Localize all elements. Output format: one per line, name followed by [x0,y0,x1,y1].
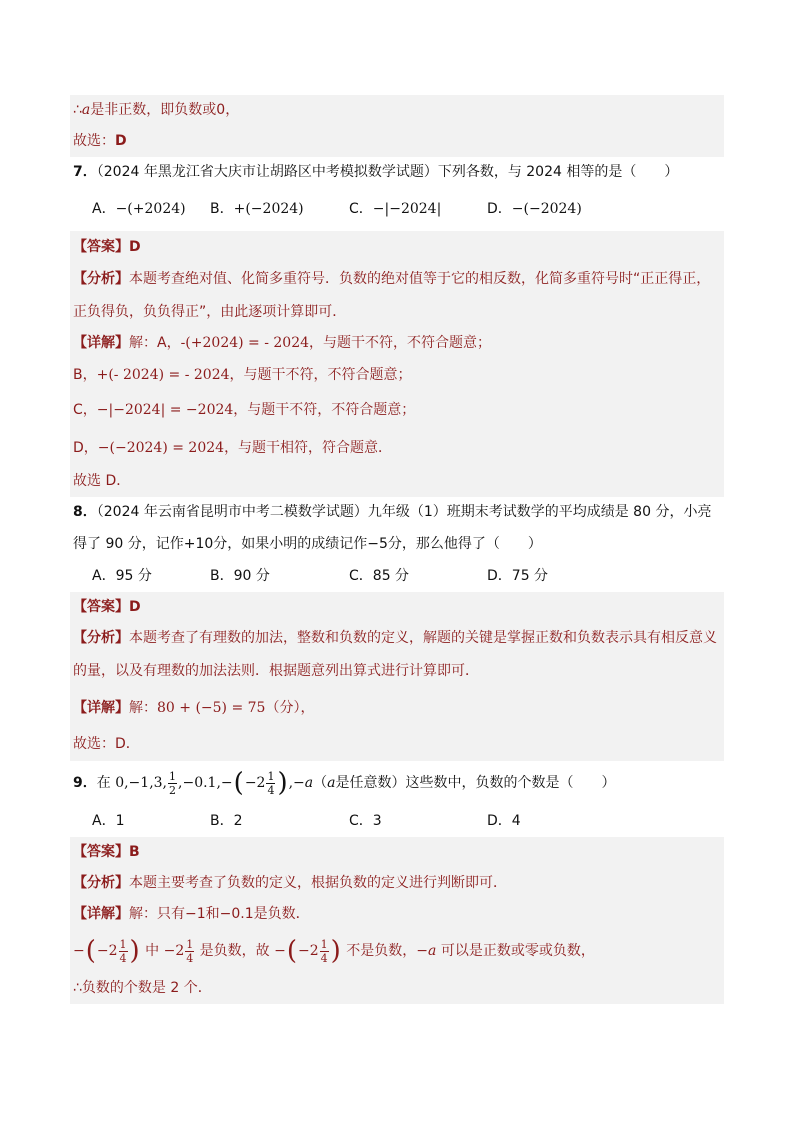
option-a [92,560,152,592]
number-list: 0,−1,3, [115,775,168,791]
conclusion-text: 故选 D． [73,473,131,489]
fraction-denominator: 4 [119,951,127,965]
option-value: +(−2024) [233,201,304,217]
detail-prefix: B， [73,367,97,383]
option-value: 75 分 [511,568,549,584]
analysis-label: 【分析】 [73,875,129,891]
variable-a: a [304,775,314,791]
question-stem: （2024 年云南省昆明市中考二模数学试题）九年级（1）班期末考试数学的平均成绩是 80 分，小亮得了 90 分，记作+10分，如果小明的成绩记作−5分，那么他得了（ ） [73,504,712,552]
option-label: B． [210,568,234,584]
detail-prefix: 解：A， [129,335,181,351]
number-list: ,− [288,775,305,791]
option-c [349,560,409,592]
fraction-one-quarter [266,770,275,797]
answer-value: D [129,599,141,615]
paren-open: ( [233,768,244,798]
option-value: −(+2024) [115,201,186,217]
options-q9 [70,805,724,837]
option-c [349,805,382,837]
mixed-number-whole: −2 [244,775,266,791]
detail-formula: 80 + (−5) = 75 [157,700,266,716]
option-label: B． [210,201,234,217]
option-label: C． [349,568,373,584]
minus-sign: − [274,943,286,959]
option-value: 95 分 [115,568,152,584]
options-q7 [70,188,724,231]
option-label: D． [487,201,512,217]
fraction-numerator: 1 [119,937,127,951]
answer-line [73,592,721,622]
detail-line [73,688,721,728]
conclusion-line [73,466,721,497]
question-stem-rest: 是任意数）这些数中，负数的个数是（ ） [335,775,616,791]
detail-line-a [73,328,721,359]
detail-text: ，与题干相符，符合题意． [224,440,393,456]
detail-prefix: C， [73,402,97,418]
analysis-text: 本题考查了有理数的加法，整数和负数的定义，解题的关键是掌握正数和负数表示具有相反意义的量，以及有理数的加法法则．根据题意列出算式进行计算即可． [73,630,717,679]
question-number: 7． [73,164,97,180]
conclusion-text: 故选：D． [73,736,140,752]
option-c [349,188,441,231]
solution-box-q6-tail [70,95,724,157]
note-open: （ [313,775,328,791]
option-a [92,805,125,837]
solution-box-q7 [70,231,724,497]
option-label: C． [349,201,373,217]
detail-text: ，与题干不符，不符合题意； [309,335,492,351]
detail-line-d [73,430,721,466]
option-b [210,560,270,592]
conclusion-line [73,126,721,157]
paren-open: ( [85,936,96,966]
option-label: A． [92,568,116,584]
question-stem-intro: 在 [96,775,116,791]
option-value: 2 [233,813,243,829]
question-7 [70,157,724,188]
option-value: 85 分 [372,568,410,584]
variable-a: a [81,102,91,118]
option-value: 1 [115,813,125,829]
option-label: B． [210,813,234,829]
detail-label: 【详解】 [73,906,129,922]
question-9 [70,761,724,805]
detail-text: 中 [140,943,164,959]
fraction-numerator: 1 [169,769,177,783]
options-q8 [70,560,724,592]
fraction-one-half [168,770,177,797]
mixed-number-whole: −2 [298,943,319,959]
page-content [70,95,724,1004]
detail-line-c [73,391,721,430]
detail-fraction-line [73,930,721,972]
answer-label: 【答案】 [73,599,129,615]
conclusion-line [73,972,721,1004]
question-8 [70,497,724,560]
detail-prefix: 解： [129,700,157,716]
conclusion-line [73,728,721,761]
variable-a: a [327,775,336,791]
answer-label: 【答案】 [73,239,129,255]
solution-text: 是非正数，即负数或0， [90,102,240,118]
fraction-denominator: 4 [186,951,194,965]
option-value: 90 分 [233,568,270,584]
option-label: C． [349,813,373,829]
mixed-number-whole: −2 [96,943,118,959]
option-label: D． [487,813,512,829]
minus-sign: − [416,943,429,959]
detail-prefix: D， [73,440,98,456]
answer-value: D [129,239,141,255]
fraction-one-quarter [119,938,128,965]
detail-line [73,899,721,930]
option-d [487,805,521,837]
detail-text: ，与题干不符，不符合题意； [229,367,412,383]
analysis-text: 本题考查绝对值、化简多重符号．负数的绝对值等于它的相反数，化简多重符号时“正正得正，正负得负，负负得正”，由此逐项计算即可． [73,271,711,320]
detail-label: 【详解】 [73,335,129,351]
option-a [92,188,186,231]
analysis-label: 【分析】 [73,271,129,287]
option-b [210,188,304,231]
option-value: −|−2024| [372,201,442,217]
option-value: 3 [372,813,382,829]
option-value: −(−2024) [511,201,582,217]
fraction-denominator: 4 [267,783,275,797]
detail-text: ，与题干不符，不符合题意； [233,402,416,418]
detail-text: 是负数，故 [195,943,275,959]
conclusion-label: 故选： [73,133,115,149]
option-label: A． [92,201,116,217]
conclusion-text: ∴负数的个数是 2 个． [73,980,212,996]
analysis-text: 本题主要考查了负数的定义，根据负数的定义进行判断即可． [129,875,507,891]
therefore-symbol: ∴ [73,102,82,118]
detail-text: （分）， [265,700,315,716]
detail-formula: -(+2024) = - 2024 [180,335,310,351]
detail-line-b [73,359,721,391]
detail-label: 【详解】 [73,700,129,716]
paren-close: ) [330,936,341,966]
question-number: 9． [73,775,97,791]
detail-text: 不是负数， [341,943,417,959]
fraction-numerator: 1 [186,937,194,951]
number-list: ,−0.1,− [178,775,233,791]
fraction-denominator: 2 [169,783,177,797]
answer-line [73,837,721,867]
option-value: 4 [511,813,521,829]
fraction-numerator: 1 [267,769,275,783]
paren-close: ) [129,936,140,966]
question-stem: （2024 年黑龙江省大庆市让胡路区中考模拟数学试题）下列各数，与 2024 相等的是（ ） [96,164,679,180]
solution-box-q9 [70,837,724,1004]
analysis-paragraph [73,263,721,328]
option-d [487,188,582,231]
detail-formula: −|−2024| = −2024 [96,402,234,418]
option-label: D． [487,568,512,584]
minus-sign: − [73,943,85,959]
answer-line [73,231,721,263]
detail-text: 解：只有−1和−0.1是负数． [129,906,310,922]
option-label: A． [92,813,116,829]
answer-label: 【答案】 [73,844,129,860]
variable-a: a [428,943,437,959]
mixed-number-whole: −2 [163,943,185,959]
paren-open: ( [286,936,298,966]
detail-formula: +(- 2024) = - 2024 [96,367,230,383]
analysis-line [73,867,721,899]
conclusion-answer: D [115,133,127,149]
solution-box-q8 [70,592,724,761]
option-d [487,560,548,592]
solution-line [73,95,721,126]
analysis-paragraph [73,622,721,688]
fraction-one-quarter [185,938,194,965]
paren-close: ) [277,768,288,798]
detail-text: 可以是正数或零或负数， [436,943,595,959]
fraction-denominator: 4 [320,951,328,965]
fraction-one-quarter [320,938,329,965]
fraction-numerator: 1 [320,937,328,951]
analysis-label: 【分析】 [73,630,129,646]
question-number: 8． [73,504,97,520]
option-b [210,805,243,837]
answer-value: B [129,844,140,860]
detail-formula: −(−2024) = 2024 [97,440,225,456]
